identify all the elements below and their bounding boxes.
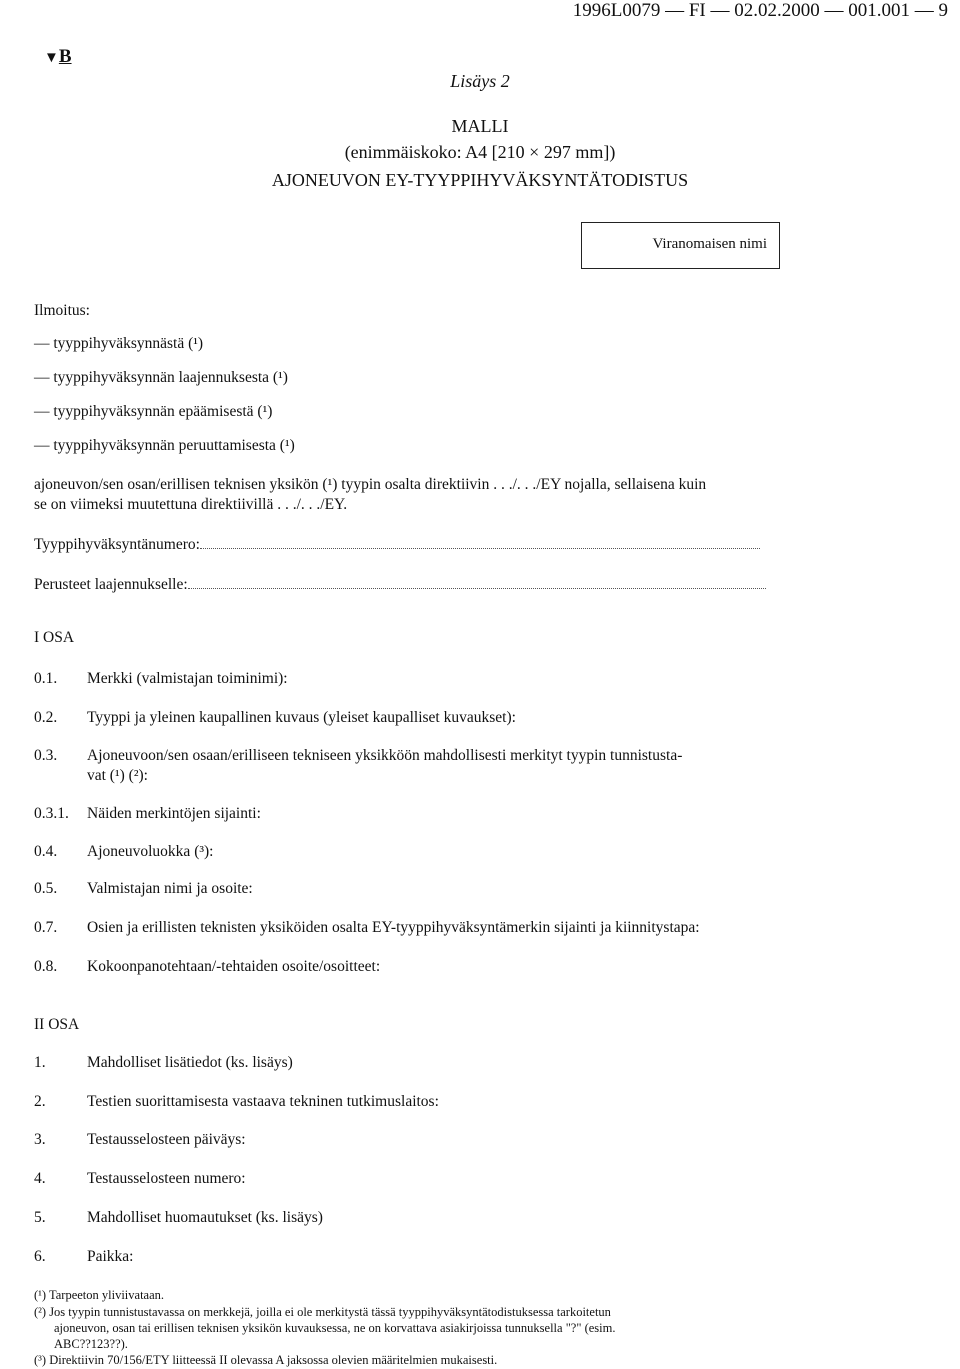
item-text: Ajoneuvoluokka (³): — [87, 843, 214, 860]
footnote-2-continued: ajoneuvon, osan tai erillisen teknisen yksikön kuvauksessa, ne on korvattava asiakirjoissa tunnuksella "?" (esim. — [54, 1321, 616, 1335]
directive-text-line: ajoneuvon/sen osan/erillisen teknisen yksikön (¹) tyypin osalta direktiivin . . ./. . ./EY nojalla, sellaisena kuin — [34, 476, 707, 493]
authority-name-label: Viranomaisen nimi — [652, 236, 767, 252]
notification-item: — tyyppihyväksynnän peruuttamisesta (¹) — [34, 437, 295, 454]
item-text: Osien ja erillisten teknisten yksiköiden osalta EY-tyyppihyväksyntämerkin sijainti ja kiinnitystapa: — [87, 919, 700, 936]
item-number: 0.1. — [34, 670, 58, 687]
extension-reason-field — [34, 576, 766, 594]
extension-reason-label: Perusteet laajennukselle: — [34, 576, 188, 593]
item-text: Testien suorittamisesta vastaava tekninen tutkimuslaitos: — [87, 1093, 439, 1110]
directive-text-line: se on viimeksi muutettuna direktiivillä . . ./. . ./EY. — [34, 496, 348, 513]
item-number: 4. — [34, 1170, 46, 1187]
model-size: (enimmäiskoko: A4 [210 × 297 mm]) — [344, 142, 616, 162]
notification-label: Ilmoitus: — [34, 302, 90, 319]
authority-name-box — [581, 222, 780, 269]
footnote-1: (¹) Tarpeeton yliviivataan. — [34, 1288, 165, 1302]
notification-item: — tyyppihyväksynnän epäämisestä (¹) — [34, 403, 273, 420]
approval-number-field — [34, 536, 760, 554]
item-number: 3. — [34, 1131, 46, 1148]
item-text: Paikka: — [87, 1248, 134, 1265]
item-text: Merkki (valmistajan toiminimi): — [87, 670, 288, 687]
item-number: 0.5. — [34, 880, 58, 897]
item-text-continued: vat (¹) (²): — [87, 767, 148, 784]
item-number: 0.4. — [34, 843, 58, 860]
notification-item: — tyyppihyväksynnästä (¹) — [34, 335, 204, 352]
item-number: 2. — [34, 1093, 46, 1110]
document-title: AJONEUVON EY-TYYPPIHYVÄKSYNTÄTODISTUS — [271, 170, 689, 190]
item-number: 0.8. — [34, 958, 58, 975]
approval-number-label: Tyyppihyväksyntänumero: — [34, 536, 200, 553]
item-text: Valmistajan nimi ja osoite: — [87, 880, 253, 897]
part-2-title: II OSA — [34, 1016, 80, 1033]
item-number: 6. — [34, 1248, 46, 1265]
approval-number-dotted-line — [200, 536, 760, 549]
item-text: Mahdolliset lisätiedot (ks. lisäys) — [87, 1054, 293, 1071]
notification-item: — tyyppihyväksynnän laajennuksesta (¹) — [34, 369, 288, 386]
item-text: Mahdolliset huomautukset (ks. lisäys) — [87, 1209, 323, 1226]
footnote-2-continued: ABC??123??). — [54, 1337, 128, 1351]
item-number: 0.3. — [34, 747, 58, 764]
item-text: Testausselosteen numero: — [87, 1170, 246, 1187]
footnote-2: (²) Jos tyypin tunnistustavassa on merkkejä, joilla ei ole merkitystä tässä tyyppihyväksyntätodistuksessa tarkoitetun — [34, 1305, 611, 1319]
item-text: Näiden merkintöjen sijainti: — [87, 805, 261, 822]
extension-reason-dotted-line — [188, 576, 766, 589]
item-text: Kokoonpanotehtaan/-tehtaiden osoite/osoitteet: — [87, 958, 381, 975]
amendment-letter: B — [58, 46, 72, 67]
model-title: MALLI — [451, 116, 509, 136]
item-text: Ajoneuvoon/sen osaan/erilliseen tekniseen yksikköön mahdollisesti merkityt tyypin tunnistusta- — [87, 747, 683, 764]
part-1-title: I OSA — [34, 629, 75, 646]
item-number: 0.2. — [34, 709, 58, 726]
annex-label: Lisäys 2 — [450, 71, 510, 91]
amendment-marker — [44, 46, 72, 68]
document-reference-header: 1996L0079 — FI — 02.02.2000 — 001.001 — 9 — [572, 0, 948, 21]
triangle-icon: ▼ — [44, 50, 59, 66]
footnote-3: (³) Direktiivin 70/156/ETY liitteessä II olevassa A jaksossa olevien määritelmien mukaisesti. — [34, 1353, 498, 1367]
item-number: 0.3.1. — [34, 805, 69, 822]
item-number: 5. — [34, 1209, 46, 1226]
item-text: Testausselosteen päiväys: — [87, 1131, 246, 1148]
item-text: Tyyppi ja yleinen kaupallinen kuvaus (yleiset kaupalliset kuvaukset): — [87, 709, 516, 726]
item-number: 1. — [34, 1054, 46, 1071]
item-number: 0.7. — [34, 919, 58, 936]
